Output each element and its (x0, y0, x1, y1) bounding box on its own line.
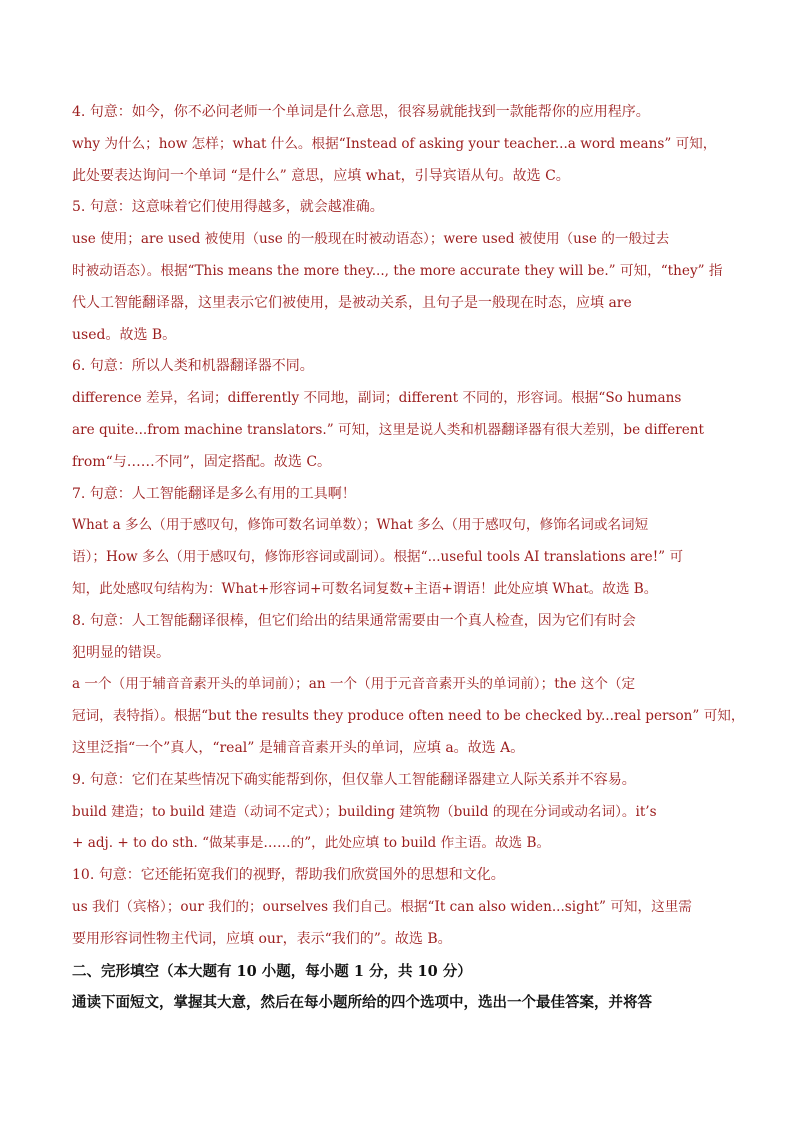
q10-meaning: 10. 句意：它还能拓宽我们的视野，帮助我们欣赏国外的思想和文化。 (72, 867, 505, 884)
q7-analysis-1: What a 多么（用于感叹句，修饰可数名词单数）；What 多么（用于感叹句，修饰名词或名词短 (72, 517, 649, 534)
q6-meaning: 6. 句意：所以人类和机器翻译器不同。 (72, 358, 314, 375)
q8-meaning-2: 犯明显的错误。 (72, 644, 170, 661)
q5-analysis-2: 时被动语态）。根据“This means the more they..., the more accurate they will be.” 可知，“they” 指 (72, 262, 723, 279)
q4-meaning: 4. 句意：如今，你不必问老师一个单词是什么意思，很容易就能找到一款能帮你的应用程序。 (72, 104, 650, 120)
q9-analysis-1: build 建造；to build 建造（动词不定式）；building 建筑物（build 的现在分词或动名词）。it’s (72, 803, 657, 820)
q5-analysis-3: 代人工智能翻译器，这里表示它们被使用，是被动关系，且句子是一般现在时态，应填 are (72, 294, 632, 311)
q10-analysis-1: us 我们（宾格）；our 我们的；ourselves 我们自己。根据“It can also widen...sight” 可知，这里需 (72, 898, 692, 915)
q6-analysis-2: are quite...from machine translators.” 可知，这里是说人类和机器翻译器有很大差别，be different (72, 421, 705, 438)
q7-analysis-2: 语）；How 多么（用于感叹句，修饰形容词或副词）。根据“...useful tools AI translations are!” 可 (72, 549, 684, 566)
q9-analysis-2: + adj. + to do sth. “做某事是……的”，此处应填 to build 作主语。故选 B。 (72, 835, 551, 852)
q8-analysis-2: 冠词，表特指）。根据“but the results they produce often need to be checked by...real person” 可知， (72, 708, 745, 725)
section-heading: 二、完形填空（本大题有 10 小题，每小题 1 分，共 10 分） (72, 962, 472, 980)
q9-meaning: 9. 句意：它们在某些情况下确实能帮到你，但仅靠人工智能翻译器建立人际关系并不容易。 (72, 771, 636, 788)
q4-analysis-2: 此处要表达询问一个单词 “是什么” 意思，应填 what，引导宾语从句。故选 C。 (72, 167, 570, 184)
q5-analysis-4: used。故选 B。 (72, 326, 177, 343)
q10-analysis-2: 要用形容词性物主代词，应填 our，表示“我们的”。故选 B。 (72, 930, 452, 947)
section-instructions: 通读下面短文，掌握其大意，然后在每小题所给的四个选项中，选出一个最佳答案，并将答 (72, 994, 652, 1012)
q5-meaning: 5. 句意：这意味着它们使用得越多，就会越准确。 (72, 199, 384, 216)
answer-explanations (72, 97, 745, 1019)
q5-analysis-1: use 使用；are used 被使用（use 的一般现在时被动语态）；were used 被使用（use 的一般过去 (72, 231, 670, 248)
q7-analysis-3: 知，此处感叹句结构为：What+形容词+可数名词复数+主语+谓语！此处应填 What。故选 B。 (72, 580, 658, 597)
q7-meaning: 7. 句意：人工智能翻译是多么有用的工具啊！ (72, 485, 356, 502)
q6-analysis-1: difference 差异，名词；differently 不同地，副词；different 不同的，形容词。根据“So humans (72, 390, 682, 407)
q4-analysis-1: why 为什么；how 怎样；what 什么。根据“Instead of asking your teacher...a word means” 可知， (72, 135, 717, 152)
q8-analysis-3: 这里泛指“一个”真人，“real” 是辅音音素开头的单词，应填 a。故选 A。 (72, 739, 525, 756)
q6-analysis-3: from“与……不同”，固定搭配。故选 C。 (72, 453, 332, 470)
q8-analysis-1: a 一个（用于辅音音素开头的单词前）；an 一个（用于元音音素开头的单词前）；the 这个（定 (72, 676, 636, 693)
q8-meaning-1: 8. 句意：人工智能翻译很棒，但它们给出的结果通常需要由一个真人检查，因为它们有时会 (72, 612, 636, 629)
